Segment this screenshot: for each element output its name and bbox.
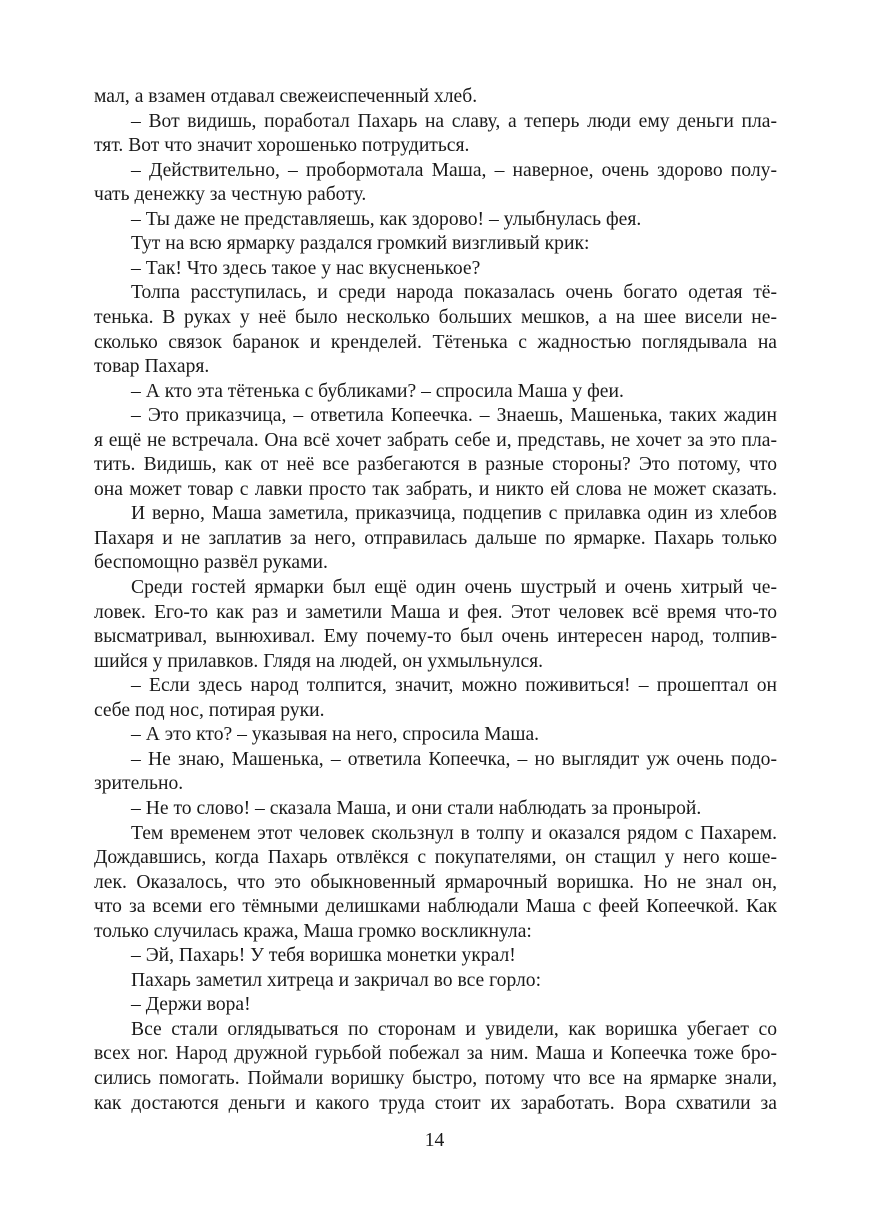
- text-line: – А это кто? – указывая на него, спросила Маша.: [131, 724, 540, 746]
- text-line: только случилась кража, Маша громко воскликнула:: [94, 920, 532, 942]
- text-line: Тем временем этот человек скользнул в толпу и оказался рядом с Пахарем.: [131, 822, 777, 844]
- text-line: сились помогать. Поймали воришку быстро, потому что все на ярмарке знали,: [94, 1068, 777, 1089]
- text-line: Все стали оглядываться по сторонам и увидели, как воришка убегает со: [131, 1018, 777, 1040]
- text-line: – Эй, Пахарь! У тебя воришка монетки украл!: [131, 945, 516, 967]
- text-line: – Держи вора!: [131, 994, 251, 1016]
- text-line: ловек. Его-то как раз и заметили Маша и фея. Этот человек всё время что-то: [94, 601, 777, 623]
- text-line: Пахарь заметил хитреца и закричал во все горло:: [131, 969, 542, 991]
- text-line: Тут на всю ярмарку раздался громкий визгливый крик:: [131, 233, 590, 255]
- text-line: товар Пахаря.: [94, 356, 210, 378]
- text-line: – Не то слово! – сказала Маша, и они стали наблюдать за пронырой.: [131, 797, 702, 819]
- text-line: лек. Оказалось, что это обыкновенный ярмарочный воришка. Но не знал он,: [94, 871, 777, 893]
- text-line: И верно, Маша заметила, приказчица, подцепив с прилавка один из хлебов: [131, 503, 777, 525]
- text-line: я ещё не встречала. Она всё хочет забрать себе и, представь, не хочет за это пла-: [94, 429, 777, 451]
- text-line: – Не знаю, Машенька, – ответила Копеечка, – но выглядит уж очень подо-: [131, 748, 777, 770]
- text-line: мал, а взамен отдавал свежеиспеченный хлеб.: [94, 86, 478, 107]
- text-line: – А кто эта тётенька с бубликами? – спросила Маша у феи.: [131, 380, 624, 402]
- page-number: 14: [424, 1130, 445, 1151]
- text-line: – Действительно, – пробормотала Маша, – наверное, очень здорово полу-: [131, 159, 777, 181]
- text-line: Пахаря и не заплатив за него, отправилась дальше по ярмарке. Пахарь только: [94, 527, 777, 549]
- text-line: тят. Вот что значит хорошенько потрудиться.: [94, 135, 470, 157]
- text-line: Толпа расступилась, и среди народа показалась очень богато одетая тё-: [131, 282, 777, 304]
- text-line: тенька. В руках у неё было несколько больших мешков, а на шее висели не-: [94, 306, 777, 328]
- text-line: беспомощно развёл руками.: [94, 552, 328, 574]
- text-line: – Ты даже не представляешь, как здорово! – улыбнулась фея.: [131, 208, 642, 230]
- text-line: как достаются деньги и какого труда стоит их заработать. Вора схватили за: [94, 1092, 777, 1114]
- text-line: тить. Видишь, как от неё все разбегаются в разные стороны? Это потому, что: [94, 454, 777, 476]
- text-line: высматривал, вынюхивал. Ему почему-то был очень интересен народ, толпив-: [94, 626, 777, 648]
- text-line: шийся у прилавков. Глядя на людей, он ухмыльнулся.: [94, 650, 544, 672]
- text-line: чать денежку за честную работу.: [94, 184, 367, 206]
- text-line: – Если здесь народ толпится, значит, можно поживиться! – прошептал он: [131, 675, 777, 697]
- text-line: сколько связок баранок и кренделей. Тётенька с жадностью поглядывала на: [94, 331, 777, 353]
- text-line: Дождавшись, когда Пахарь отвлёкся с покупателями, он стащил у него коше-: [94, 847, 777, 869]
- text-line: Среди гостей ярмарки был ещё один очень шустрый и очень хитрый че-: [131, 577, 777, 598]
- text-line: она может товар с лавки просто так забрать, и никто ей слова не может сказать.: [94, 478, 777, 500]
- text-line: – Так! Что здесь такое у нас вкусненькое?: [131, 257, 481, 279]
- text-line: – Вот видишь, поработал Пахарь на славу, а теперь люди ему деньги пла-: [131, 110, 777, 132]
- text-line: всех ног. Народ дружной гурьбой побежал за ним. Маша и Копеечка тоже бро-: [94, 1043, 777, 1065]
- text-line: себе под нос, потирая руки.: [94, 699, 325, 721]
- text-line: – Это приказчица, – ответила Копеечка. – Знаешь, Машенька, таких жадин: [131, 405, 777, 427]
- text-line: что за всеми его тёмными делишками наблюдали Маша с феей Копеечкой. Как: [94, 896, 777, 918]
- text-line: зрительно.: [94, 773, 184, 795]
